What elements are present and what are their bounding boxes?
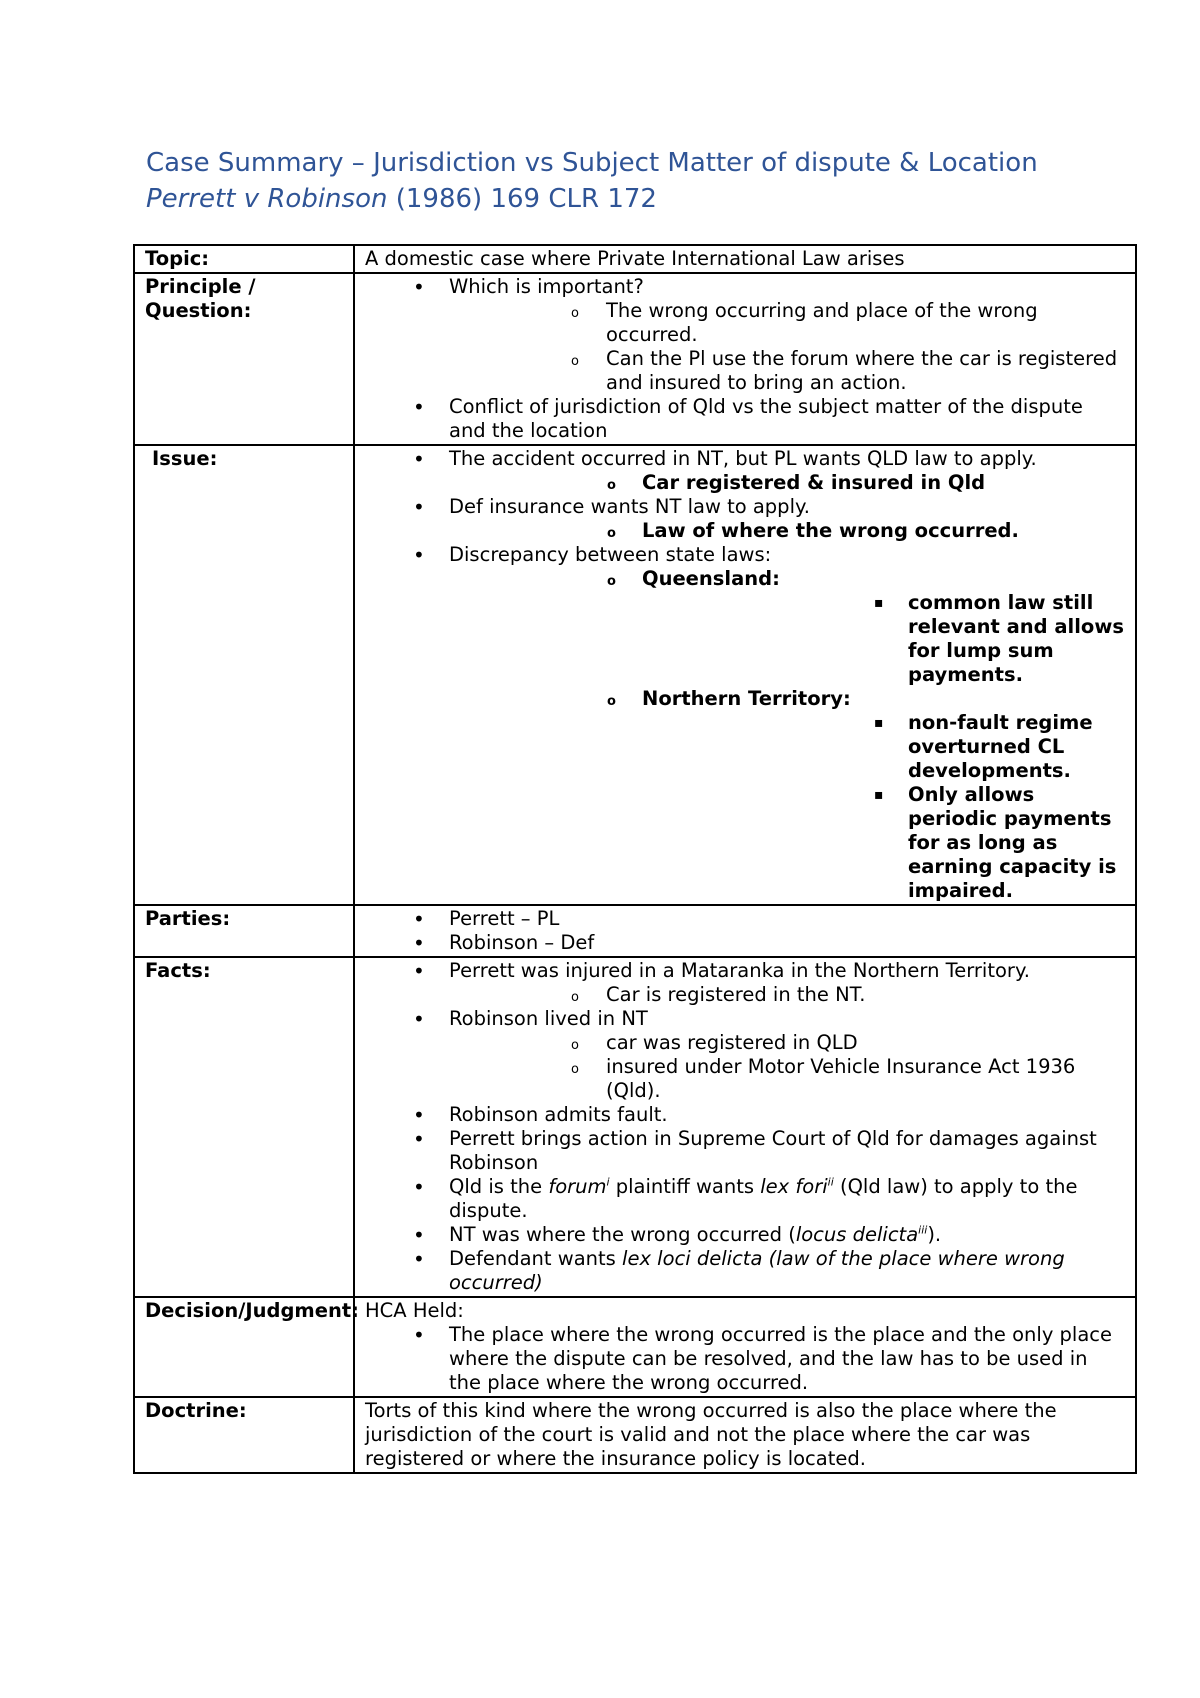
list-item: ▪ non-fault regime overturned CL developments.	[642, 711, 1125, 783]
list-item: • NT was where the wrong occurred (locus delicta$^{iii}$).	[365, 1223, 1125, 1247]
doctrine-text: Torts of this kind where the wrong occurred is also the place where the jurisdiction of the court is valid and not the place where the car was registered or where the insurance policy is located.	[354, 1397, 1136, 1473]
row-issue	[134, 445, 1136, 905]
endnote-ref[interactable]: iii	[918, 1223, 928, 1237]
issue-content	[354, 445, 1136, 905]
northern-territory-heading: Northern Territory:	[642, 687, 851, 710]
parties-content	[354, 905, 1136, 957]
list-item: ▪ common law still relevant and allows for lump sum payments.	[642, 591, 1125, 687]
list-item: • Qld is the forum$^i$ plaintiff wants lex fori$^{ii}$ (Qld law) to apply to the dispute.	[365, 1175, 1125, 1223]
issue-label: Issue:	[134, 445, 354, 905]
case-citation-line	[146, 181, 1106, 217]
principle-label: Principle / Question:	[134, 273, 354, 445]
list-item: • Which is important? o The wrong occurring and place of the wrong occurred. o Can the Pl use the forum where the car is registered and insured to bring an action.	[365, 275, 1125, 395]
case-title: Case Summary – Jurisdiction vs Subject Matter of dispute & Location	[146, 148, 1038, 178]
list-item: • The accident occurred in NT, but PL wants QLD law to apply. o Car registered & insured in Qld	[365, 447, 1125, 495]
topic-label: Topic:	[134, 245, 354, 273]
list-item: • Defendant wants lex loci delicta (law of the place where wrong occurred)	[365, 1247, 1125, 1295]
doctrine-label: Doctrine:	[134, 1397, 354, 1473]
endnote-ref[interactable]: ii	[827, 1175, 834, 1189]
list-item: • Perrett – PL	[365, 907, 1125, 931]
row-facts	[134, 957, 1136, 1297]
case-citation: (1986) 169 CLR 172	[387, 184, 657, 214]
list-item: o Car is registered in the NT.	[449, 983, 1125, 1007]
list-item: • Robinson – Def	[365, 931, 1125, 955]
list-item: o The wrong occurring and place of the wrong occurred.	[449, 299, 1125, 347]
list-item	[449, 687, 1125, 903]
facts-label: Facts:	[134, 957, 354, 1297]
queensland-heading: Queensland:	[642, 567, 780, 590]
list-item: • Def insurance wants NT law to apply. o Law of where the wrong occurred.	[365, 495, 1125, 543]
row-parties	[134, 905, 1136, 957]
case-summary-table	[133, 244, 1137, 1474]
list-item: • Robinson lived in NT o car was registered in QLD o insured under Motor Vehicle Insurance Act 1936 (Qld).	[365, 1007, 1125, 1103]
list-item: • Perrett was injured in a Mataranka in the Northern Territory. o Car is registered in the NT.	[365, 959, 1125, 1007]
list-item: • Robinson admits fault.	[365, 1103, 1125, 1127]
decision-content	[354, 1297, 1136, 1397]
endnote-ref[interactable]: i	[606, 1175, 610, 1189]
list-item: o Law of where the wrong occurred.	[449, 519, 1125, 543]
facts-content	[354, 957, 1136, 1297]
list-item: ▪ Only allows periodic payments for as long as earning capacity is impaired.	[642, 783, 1125, 903]
row-doctrine	[134, 1397, 1136, 1473]
decision-intro: HCA Held:	[365, 1299, 464, 1322]
principle-content	[354, 273, 1136, 445]
list-item: • Conflict of jurisdiction of Qld vs the subject matter of the dispute and the location	[365, 395, 1125, 443]
list-item: o car was registered in QLD	[449, 1031, 1125, 1055]
row-principle	[134, 273, 1136, 445]
list-item: o Car registered & insured in Qld	[449, 471, 1125, 495]
case-title-block	[146, 145, 1106, 217]
list-item: • Discrepancy between state laws: o Queensland: ▪ common law still relevant and allows for lump sum payments. o Northern Territory: ▪ non-fault regime overturned CL developments. ▪ Only allows periodic payments for as long as earning capacity is impaired.	[365, 543, 1125, 903]
list-item: o insured under Motor Vehicle Insurance Act 1936 (Qld).	[449, 1055, 1125, 1103]
row-decision	[134, 1297, 1136, 1397]
list-item: • The place where the wrong occurred is the place and the only place where the dispute can be resolved, and the law has to be used in the place where the wrong occurred.	[365, 1323, 1125, 1395]
decision-label: Decision/Judgment:	[134, 1297, 354, 1397]
topic-text: A domestic case where Private International Law arises	[354, 245, 1136, 273]
list-item	[449, 567, 1125, 687]
row-topic	[134, 245, 1136, 273]
parties-label: Parties:	[134, 905, 354, 957]
list-item: o Can the Pl use the forum where the car is registered and insured to bring an action.	[449, 347, 1125, 395]
list-item: • Perrett brings action in Supreme Court of Qld for damages against Robinson	[365, 1127, 1125, 1175]
case-name: Perrett v Robinson	[146, 184, 388, 214]
